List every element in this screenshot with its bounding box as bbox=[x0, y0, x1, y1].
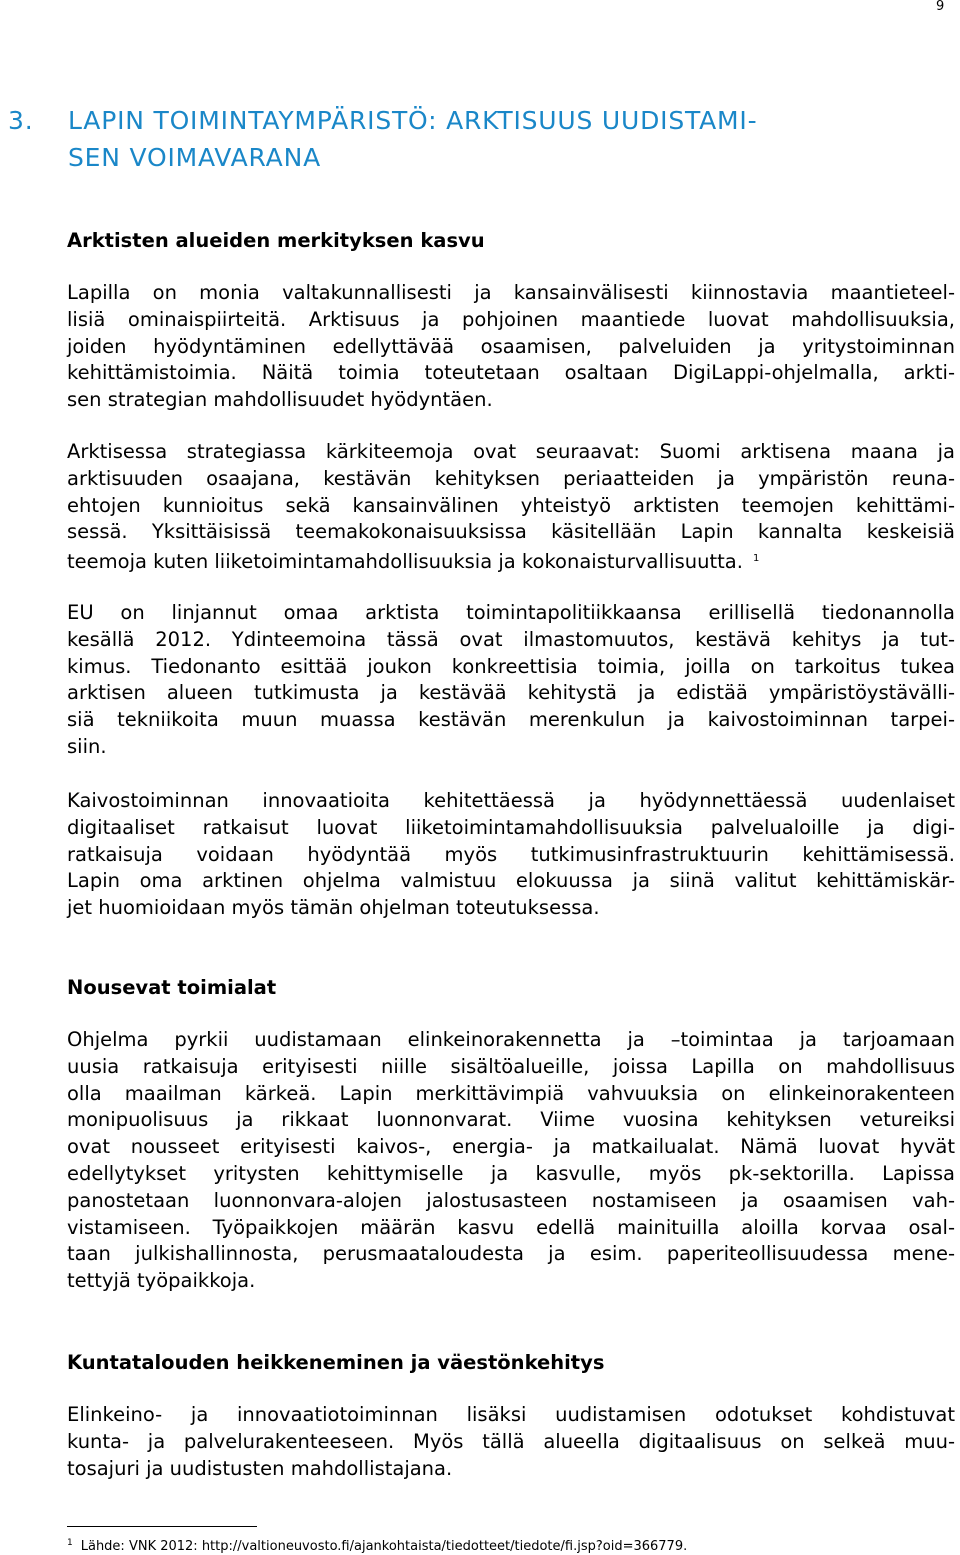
section-heading-arctic: Arktisten alueiden merkityksen kasvu bbox=[67, 229, 485, 252]
text-line: taan julkishallinnosta, perusmaataloudesta ja esim. paperiteollisuudessa mene- bbox=[67, 1242, 955, 1266]
paragraph bbox=[67, 1402, 955, 1482]
section-heading-emerging-industries: Nousevat toimialat bbox=[67, 976, 277, 999]
paragraph bbox=[67, 600, 955, 761]
text-line-content: teemoja kuten liiketoimintamahdollisuuksia ja kokonaisturvallisuutta. bbox=[67, 550, 743, 574]
text-line bbox=[67, 546, 955, 576]
text-line: ratkaisuja voidaan hyödyntää myös tutkimusinfrastruktuurin kehittämisessä. bbox=[67, 842, 955, 866]
text-line: Arktisessa strategiassa kärkiteemoja ovat seuraavat: Suomi arktisena maana ja bbox=[67, 440, 955, 463]
text-line: arktisuuden osaajana, kestävän kehityksen periaatteiden ja ympäristön reuna- bbox=[67, 466, 955, 490]
text-line: vistamiseen. Työpaikkojen määrän kasvu edellä mainituilla aloilla korvaa osal- bbox=[67, 1215, 955, 1239]
text-line: lisiä ominaispiirteitä. Arktisuus ja pohjoinen maantiede luovat mahdollisuuksia, bbox=[67, 307, 955, 331]
text-line: kunta- ja palvelurakenteeseen. Myös tällä alueella digitaalisuus on selkeä muu- bbox=[67, 1429, 955, 1453]
text-line: ovat nousseet erityisesti kaivos-, energia- ja matkailualat. Nämä luovat hyvät bbox=[67, 1135, 955, 1159]
paragraph bbox=[67, 439, 955, 576]
text-line: sessä. Yksittäisissä teemakokonaisuuksissa käsitellään Lapin kannalta keskeisiä bbox=[67, 520, 955, 544]
text-line: monipuolisuus ja rikkaat luonnonvarat. Viime vuosina kehityksen vetureiksi bbox=[67, 1108, 955, 1132]
footnote-text[interactable]: Lähde: VNK 2012: http://valtioneuvosto.fi/ajankohtaista/tiedotteet/tiedote/fi.jsp?oid=366779. bbox=[80, 1539, 688, 1554]
page-number: 9 bbox=[936, 0, 945, 14]
footnote bbox=[67, 1535, 687, 1555]
text-line: arktisen alueen tutkimusta ja kestävää kehitystä ja edistää ympäristöystävälli- bbox=[67, 681, 955, 705]
text-line: kehittämistoimia. Näitä toimia toteutetaan osaltaan DigiLappi-ohjelmalla, arkti- bbox=[67, 361, 955, 385]
paragraph bbox=[67, 788, 955, 922]
chapter-heading bbox=[8, 102, 960, 172]
text-line: tosajuri ja uudistusten mahdollistajana. bbox=[67, 1456, 453, 1480]
footnote-marker: 1 bbox=[67, 1538, 73, 1548]
footnote-reference[interactable]: 1 bbox=[752, 553, 760, 565]
footnote-divider bbox=[67, 1526, 257, 1527]
chapter-title-line-1: LAPIN TOIMINTAYMPÄRISTÖ: ARKTISUUS UUDISTAMI- bbox=[68, 106, 758, 135]
text-line: Elinkeino- ja innovaatiotoiminnan lisäksi uudistamisen odotukset kohdistuvat bbox=[67, 1403, 955, 1426]
text-line: kimus. Tiedonanto esittää joukon konkreettisia toimia, joilla on tarkoitus tukea bbox=[67, 654, 955, 678]
text-line: digitaaliset ratkaisut luovat liiketoimintamahdollisuuksia palvelualoille ja digi- bbox=[67, 815, 955, 839]
text-line: Lapilla on monia valtakunnallisesti ja kansainvälisesti kiinnostavia maantieteel- bbox=[67, 281, 955, 304]
section-heading-municipal-economy: Kuntatalouden heikkeneminen ja väestönkehitys bbox=[67, 1351, 605, 1374]
text-line: siä tekniikoita muun muassa kestävän merenkulun ja kaivostoiminnan tarpei- bbox=[67, 708, 955, 732]
text-line: Kaivostoiminnan innovaatioita kehitettäessä ja hyödynnettäessä uudenlaiset bbox=[67, 789, 955, 812]
text-line: siin. bbox=[67, 734, 107, 758]
paragraph bbox=[67, 280, 955, 414]
paragraph bbox=[67, 1027, 955, 1295]
text-line: edellytykset yritysten kehittymiselle ja kasvulle, myös pk-sektorilla. Lapissa bbox=[67, 1161, 955, 1185]
text-line: panostetaan luonnonvara-alojen jalostusasteen nostamiseen ja osaamisen vah- bbox=[67, 1188, 955, 1212]
text-line: olla maailman kärkeä. Lapin merkittävimpiä vahvuuksia on elinkeinorakenteen bbox=[67, 1081, 955, 1105]
text-line: joiden hyödyntäminen edellyttävää osaamisen, palveluiden ja yritystoiminnan bbox=[67, 334, 955, 358]
text-line: tettyjä työpaikkoja. bbox=[67, 1269, 256, 1293]
text-line: Ohjelma pyrkii uudistamaan elinkeinorakennetta ja –toimintaa ja tarjoamaan bbox=[67, 1028, 955, 1051]
text-line: ehtojen kunnioitus sekä kansainvälinen yhteistyö arktisten teemojen kehittämi- bbox=[67, 493, 955, 517]
chapter-number: 3. bbox=[8, 106, 34, 135]
text-line: kesällä 2012. Ydinteemoina tässä ovat ilmastomuutos, kestävä kehitys ja tut- bbox=[67, 627, 955, 651]
text-line: sen strategian mahdollisuudet hyödyntäen. bbox=[67, 388, 493, 412]
text-line: uusia ratkaisuja erityisesti niille sisältöalueille, joissa Lapilla on mahdollisuus bbox=[67, 1054, 955, 1078]
text-line: jet huomioidaan myös tämän ohjelman toteutuksessa. bbox=[67, 896, 600, 920]
text-line: EU on linjannut omaa arktista toimintapolitiikkaansa erillisellä tiedonannolla bbox=[67, 601, 955, 624]
chapter-title-line-2: SEN VOIMAVARANA bbox=[68, 143, 321, 172]
text-line: Lapin oma arktinen ohjelma valmistuu elokuussa ja siinä valitut kehittämiskär- bbox=[67, 869, 955, 893]
